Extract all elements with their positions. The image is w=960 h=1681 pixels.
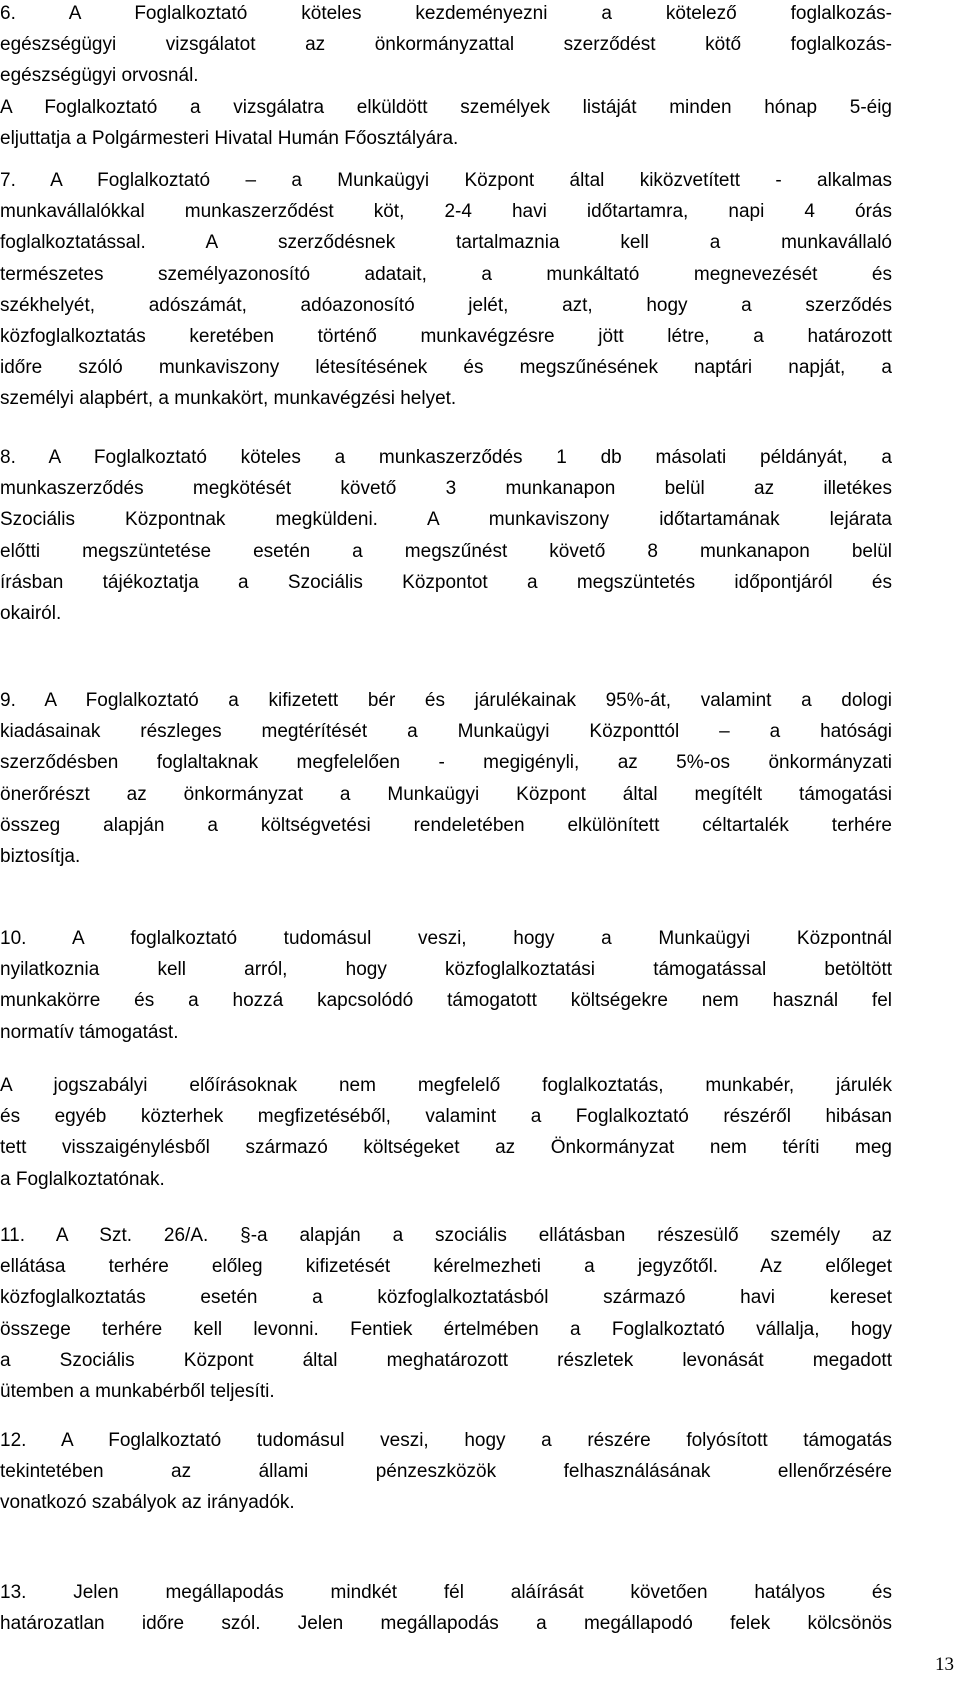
text-line: tett visszaigénylésből származó költségeket az Önkormányzat nem téríti meg xyxy=(0,1137,892,1159)
text-line: előtti megszüntetése esetén a megszűnést követő 8 munkanapon belül xyxy=(0,540,892,562)
text-line: biztosítja. xyxy=(0,845,81,867)
paragraph-10-continued xyxy=(0,1070,892,1195)
text-line: A Foglalkoztató a vizsgálatra elküldött személyek listáját minden hónap 5-éig xyxy=(0,96,892,118)
paragraph-12 xyxy=(0,1425,892,1519)
text-line: természetes személyazonosító adatait, a munkáltató megnevezését és xyxy=(0,263,892,285)
text-line: önerőrészt az önkormányzat a Munkaügyi Központ által megítélt támogatási xyxy=(0,783,892,805)
text-line: 9. A Foglalkoztató a kifizetett bér és járulékainak 95%-át, valamint a dologi xyxy=(0,690,892,711)
text-line: időre szóló munkaviszony létesítésének és megszűnésének naptári napját, a xyxy=(0,357,892,379)
paragraph-8 xyxy=(0,442,892,629)
text-line: 6. A Foglalkoztató köteles kezdeményezni a kötelező foglalkozás- xyxy=(0,3,892,24)
text-line: 10. A foglalkoztató tudomásul veszi, hogy a Munkaügyi Központnál xyxy=(0,928,892,949)
text-line: összeg alapján a költségvetési rendeletében elkülönített céltartalék terhére xyxy=(0,814,892,836)
paragraph-9 xyxy=(0,685,892,872)
page-number: 13 xyxy=(935,1654,954,1675)
text-line: 8. A Foglalkoztató köteles a munkaszerződés 1 db másolati példányát, a xyxy=(0,447,892,468)
text-line: tekintetében az állami pénzeszközök felhasználásának ellenőrzésére xyxy=(0,1461,892,1483)
text-line: normatív támogatást. xyxy=(0,1021,179,1043)
paragraph-13 xyxy=(0,1577,892,1639)
text-line: és egyéb közterhek megfizetéséből, valamint a Foglalkoztató részéről hibásan xyxy=(0,1106,892,1128)
text-line: ütemben a munkabérből teljesíti. xyxy=(0,1380,275,1402)
text-line: 7. A Foglalkoztató – a Munkaügyi Központ által kiközvetített - alkalmas xyxy=(0,170,892,191)
text-line: munkaszerződés megkötését követő 3 munkanapon belül az illetékes xyxy=(0,478,892,500)
text-line: munkavállalókkal munkaszerződést köt, 2-4 havi időtartamra, napi 4 órás xyxy=(0,201,892,223)
text-line: eljuttatja a Polgármesteri Hivatal Humán Főosztályára. xyxy=(0,127,459,149)
paragraph-10 xyxy=(0,923,892,1048)
text-line: kiadásainak részleges megtérítését a Munkaügyi Központtól – a hatósági xyxy=(0,721,892,743)
text-line: 13. Jelen megállapodás mindkét fél aláírását követően hatályos és xyxy=(0,1582,892,1603)
paragraph-6 xyxy=(0,0,892,154)
text-line: nyilatkoznia kell arról, hogy közfoglalkoztatási támogatással betöltött xyxy=(0,959,892,981)
text-line: okairól. xyxy=(0,602,62,624)
text-line: összege terhére kell levonni. Fentiek értelmében a Foglalkoztató vállalja, hogy xyxy=(0,1318,892,1340)
text-line: a Szociális Központ által meghatározott részletek levonását megadott xyxy=(0,1349,892,1371)
text-line: személyi alapbért, a munkakört, munkavégzési helyet. xyxy=(0,388,457,410)
text-line: 11. A Szt. 26/A. §-a alapján a szociális ellátásban részesülő személy az xyxy=(0,1225,892,1246)
text-line: írásban tájékoztatja a Szociális Központot a megszüntetés időpontjáról és xyxy=(0,571,892,593)
paragraph-11 xyxy=(0,1220,892,1407)
text-line: közfoglalkoztatás esetén a közfoglalkoztatásból származó havi kereset xyxy=(0,1287,892,1309)
text-line: szerződésben foglaltaknak megfelelően - megigényli, az 5%-os önkormányzati xyxy=(0,752,892,774)
text-line: Szociális Központnak megküldeni. A munkaviszony időtartamának lejárata xyxy=(0,509,892,531)
text-line: közfoglalkoztatás keretében történő munkavégzésre jött létre, a határozott xyxy=(0,325,892,347)
text-line: vonatkozó szabályok az irányadók. xyxy=(0,1492,295,1514)
text-line: ellátása terhére előleg kifizetését kérelmezheti a jegyzőtől. Az előleget xyxy=(0,1256,892,1278)
paragraph-7 xyxy=(0,165,892,415)
text-line: egészségügyi vizsgálatot az önkormányzattal szerződést kötő foglalkozás- xyxy=(0,34,892,56)
text-line: székhelyét, adószámát, adóazonosító jelét, azt, hogy a szerződés xyxy=(0,294,892,316)
text-line: 12. A Foglalkoztató tudomásul veszi, hogy a részére folyósított támogatás xyxy=(0,1430,892,1451)
text-line: munkakörre és a hozzá kapcsolódó támogatott költségekre nem használ fel xyxy=(0,990,892,1012)
text-line: A jogszabályi előírásoknak nem megfelelő foglalkoztatás, munkabér, járulék xyxy=(0,1075,892,1096)
text-line: foglalkoztatással. A szerződésnek tartalmaznia kell a munkavállaló xyxy=(0,232,892,254)
text-line: a Foglalkoztatónak. xyxy=(0,1168,165,1190)
text-line: határozatlan időre szól. Jelen megállapodás a megállapodó felek kölcsönös xyxy=(0,1613,892,1635)
text-line: egészségügyi orvosnál. xyxy=(0,65,199,87)
